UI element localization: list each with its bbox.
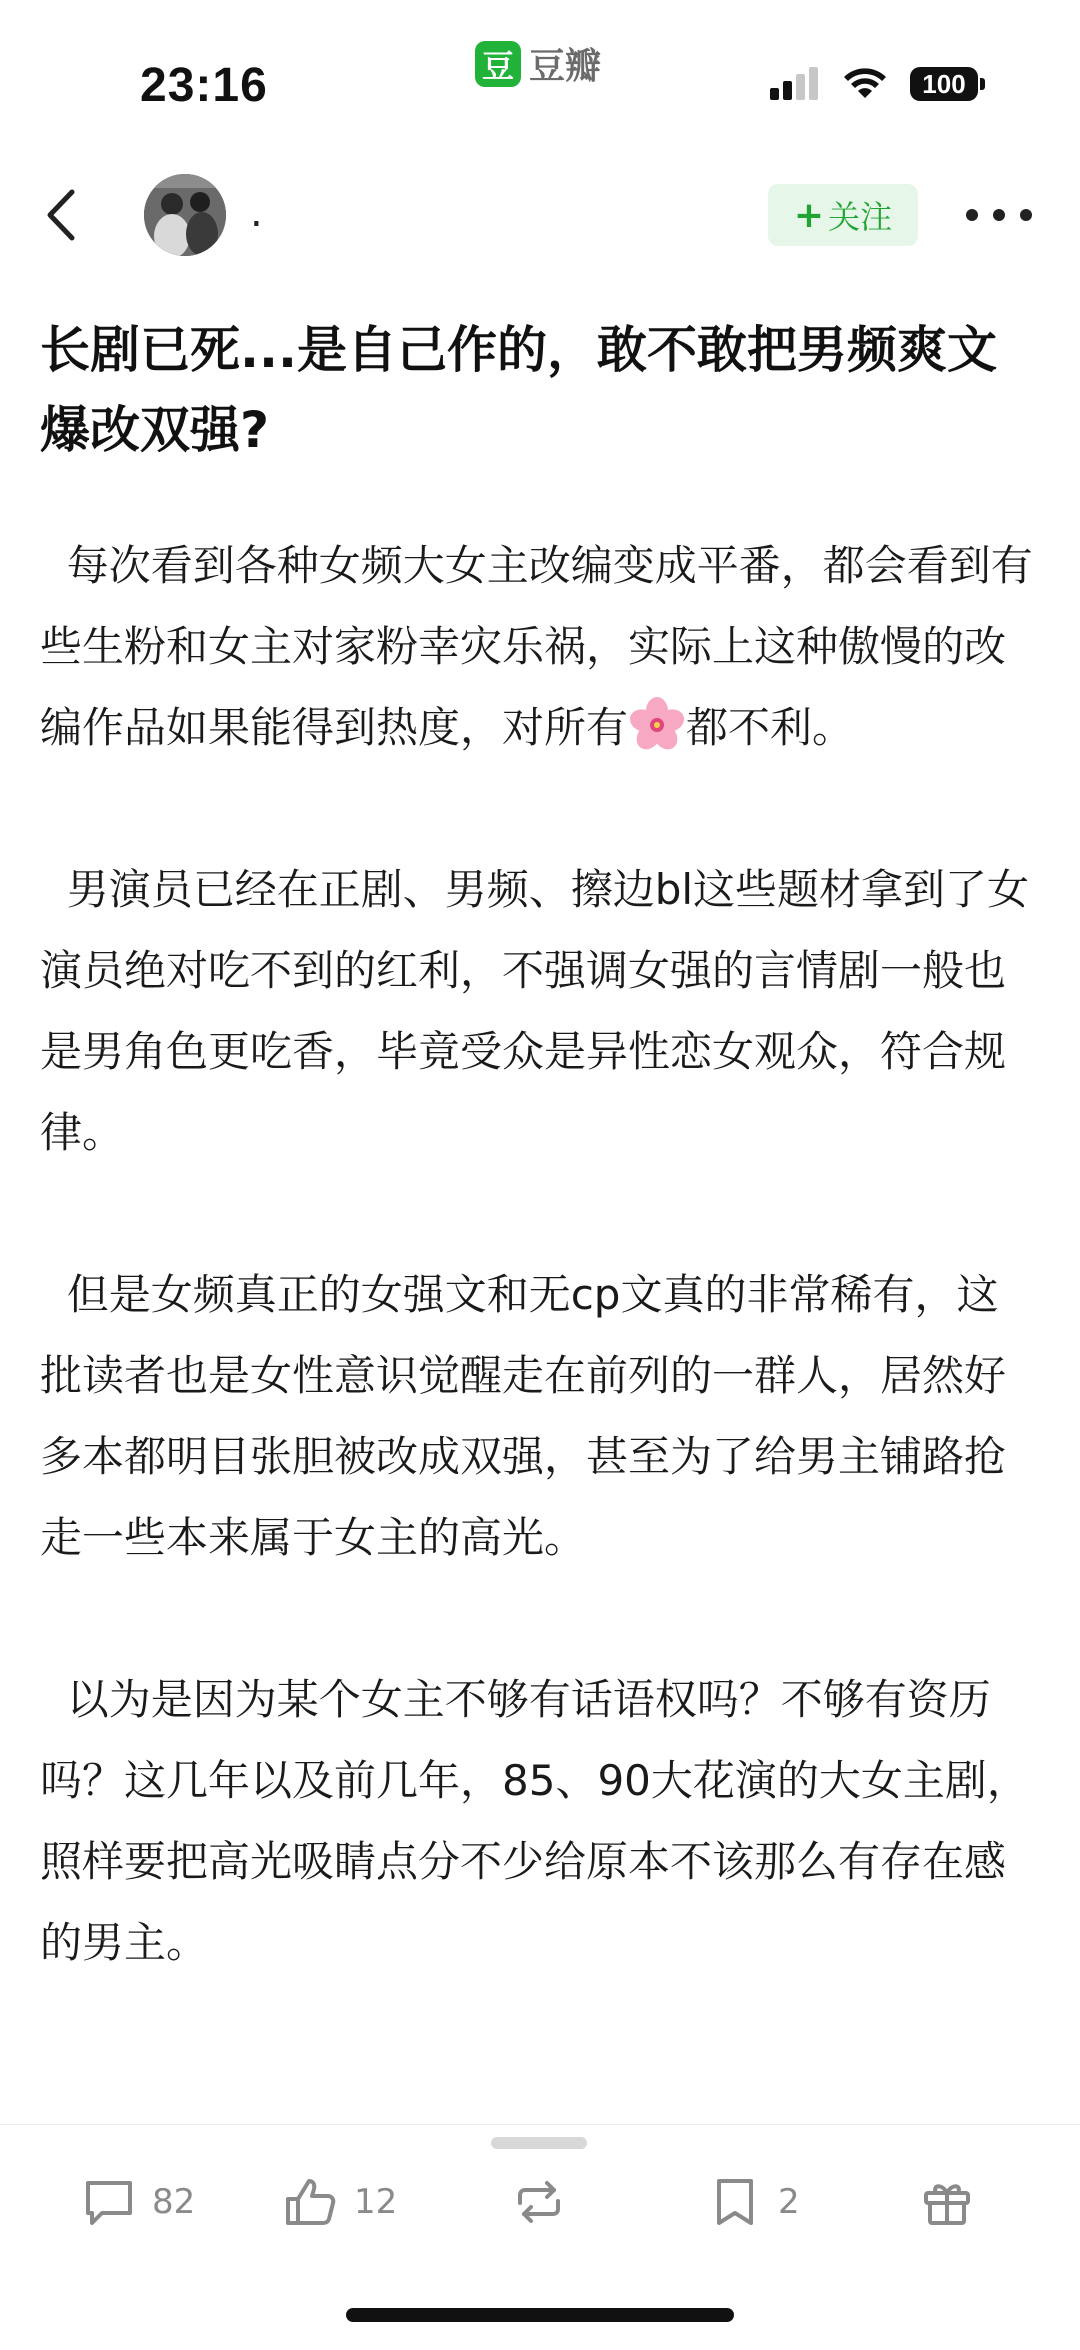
paragraph: 男演员已经在正剧、男频、擦边bl这些题材拿到了女演员绝对吃不到的红利，不强调女强的言情剧一般也是男角色更吃香，毕竟受众是异性恋女观众，符合规律。 — [40, 865, 1030, 1157]
plus-icon: + — [793, 194, 825, 236]
article-body — [40, 525, 1040, 2064]
more-dot — [966, 209, 978, 221]
gift-button[interactable] — [918, 2167, 976, 2237]
author-name[interactable]: . — [250, 190, 263, 236]
signal-icon — [770, 66, 820, 102]
repost-button[interactable] — [510, 2167, 568, 2237]
like-button[interactable] — [282, 2167, 397, 2237]
chevron-left-icon[interactable] — [36, 182, 96, 248]
paragraph: 但是女频真正的女强文和无cp文真的非常稀有，这批读者也是女性意识觉醒走在前列的一群人，居然好多本都明目张胆被改成双强，甚至为了给男主铺路抢走一些本来属于女主的高光。 — [40, 1270, 1007, 1562]
status-bar — [0, 0, 1080, 150]
comment-icon — [80, 2173, 138, 2231]
nav-bar — [0, 160, 1080, 270]
bookmark-button[interactable] — [706, 2167, 800, 2237]
more-dot — [993, 209, 1005, 221]
follow-button[interactable] — [768, 184, 918, 246]
douban-app-icon: 豆 — [475, 41, 521, 87]
avatar[interactable] — [144, 174, 226, 256]
status-icons — [770, 66, 985, 102]
avatar-photo — [144, 174, 226, 256]
paragraph-text: 都不利。 — [686, 703, 855, 752]
comment-button[interactable] — [80, 2167, 195, 2237]
status-time: 23:16 — [140, 59, 268, 112]
battery-icon — [910, 67, 985, 101]
paragraph: 以为是因为某个女主不够有话语权吗？不够有资历吗？这几年以及前几年，85、90大花演的大女主剧，照样要把高光吸睛点分不少给原本不该那么有存在感的男主。 — [40, 1675, 1029, 1967]
battery-tip — [980, 78, 985, 90]
like-count: 12 — [354, 2182, 398, 2222]
repost-icon — [510, 2173, 568, 2231]
comment-count: 82 — [152, 2182, 196, 2222]
gift-icon — [918, 2173, 976, 2231]
article-title: 长剧已死...是自己作的，敢不敢把男频爽文爆改双强? — [40, 321, 997, 459]
status-app-name: 豆瓣 — [529, 46, 602, 87]
more-dot — [1020, 209, 1032, 221]
home-indicator[interactable] — [346, 2308, 734, 2322]
follow-label: 关注 — [828, 198, 893, 236]
paragraph-text: 每次看到各种女频大女主改编变成平番，都会看到有些生粉和女主对家粉幸灾乐祸，实际上这种傲慢的改编作品如果能得到热度，对所有 — [40, 541, 1033, 752]
bookmark-count: 2 — [778, 2182, 800, 2222]
bookmark-icon — [706, 2173, 764, 2231]
wifi-icon — [842, 66, 888, 102]
paragraph — [40, 525, 1040, 768]
thumbs-up-icon — [282, 2173, 340, 2231]
drag-handle[interactable] — [491, 2137, 587, 2149]
battery-level: 100 — [910, 67, 978, 101]
cherry-blossom-emoji — [628, 696, 686, 754]
status-app-indicator — [475, 38, 601, 89]
more-icon[interactable] — [966, 188, 1032, 242]
